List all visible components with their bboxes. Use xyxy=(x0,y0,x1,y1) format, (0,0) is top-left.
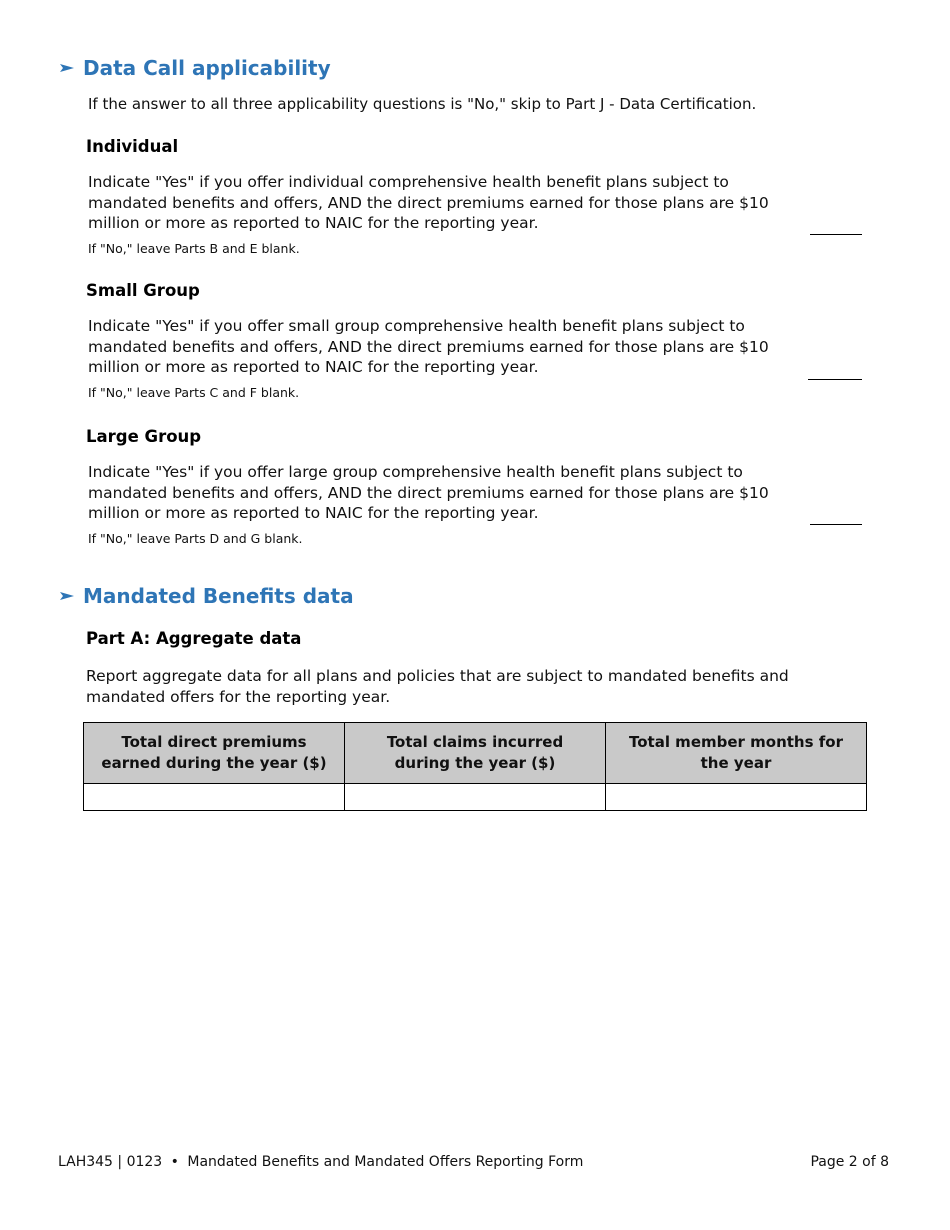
large-group-text: Indicate "Yes" if you offer large group comprehensive health benefit plans subject to mandated benefits and offers, AND the direct premiums earned for those plans are $10 million or more as reported to NAIC for the reporting year. xyxy=(88,463,769,522)
subheading-small-group: Small Group xyxy=(86,281,200,300)
part-a-text: Report aggregate data for all plans and policies that are subject to mandated benefits and mandated offers for the reporting year. xyxy=(86,667,789,706)
individual-text: Indicate "Yes" if you offer individual comprehensive health benefit plans subject to mandated benefits and offers, AND the direct premiums earned for those plans are $10 million or more as reported to NAIC for the reporting year. xyxy=(88,173,769,232)
premiums-input-cell[interactable] xyxy=(84,784,345,811)
large-group-note: If "No," leave Parts D and G blank. xyxy=(88,531,303,546)
small-group-note: If "No," leave Parts C and F blank. xyxy=(88,385,300,400)
arrow-right-icon xyxy=(60,63,74,73)
column-header-member-months: Total member months for the year xyxy=(606,723,867,784)
column-header-premiums: Total direct premiums earned during the year ($) xyxy=(84,723,345,784)
footer-form-info xyxy=(58,1154,583,1170)
section-heading-mandated-benefits xyxy=(60,584,354,608)
subheading-individual: Individual xyxy=(86,137,179,156)
footer-page-number: Page 2 of 8 xyxy=(810,1154,889,1170)
footer-form-id: LAH345 | 0123 xyxy=(58,1154,163,1170)
column-header-claims: Total claims incurred during the year ($) xyxy=(345,723,606,784)
small-group-text: Indicate "Yes" if you offer small group comprehensive health benefit plans subject to mandated benefits and offers, AND the direct premiums earned for those plans are $10 million or more as reported to NAIC for the reporting year. xyxy=(88,317,769,376)
subheading-part-a: Part A: Aggregate data xyxy=(86,629,302,648)
individual-answer-field[interactable] xyxy=(810,234,862,235)
section-title: Mandated Benefits data xyxy=(83,584,354,608)
large-group-answer-field[interactable] xyxy=(810,524,862,525)
footer-form-title: Mandated Benefits and Mandated Offers Reporting Form xyxy=(187,1154,584,1170)
aggregate-data-table xyxy=(83,722,867,811)
member-months-input-cell[interactable] xyxy=(606,784,867,811)
claims-input-cell[interactable] xyxy=(345,784,606,811)
arrow-right-icon xyxy=(60,591,74,601)
small-group-answer-field[interactable] xyxy=(808,379,862,380)
table-row xyxy=(84,784,867,811)
section-heading-applicability xyxy=(60,56,331,80)
footer-separator: • xyxy=(170,1154,179,1170)
section-title: Data Call applicability xyxy=(83,56,331,80)
individual-note: If "No," leave Parts B and E blank. xyxy=(88,241,300,256)
applicability-intro: If the answer to all three applicability questions is "No," skip to Part J - Data Certification. xyxy=(88,95,757,113)
table-header-row xyxy=(84,723,867,784)
subheading-large-group: Large Group xyxy=(86,427,202,446)
